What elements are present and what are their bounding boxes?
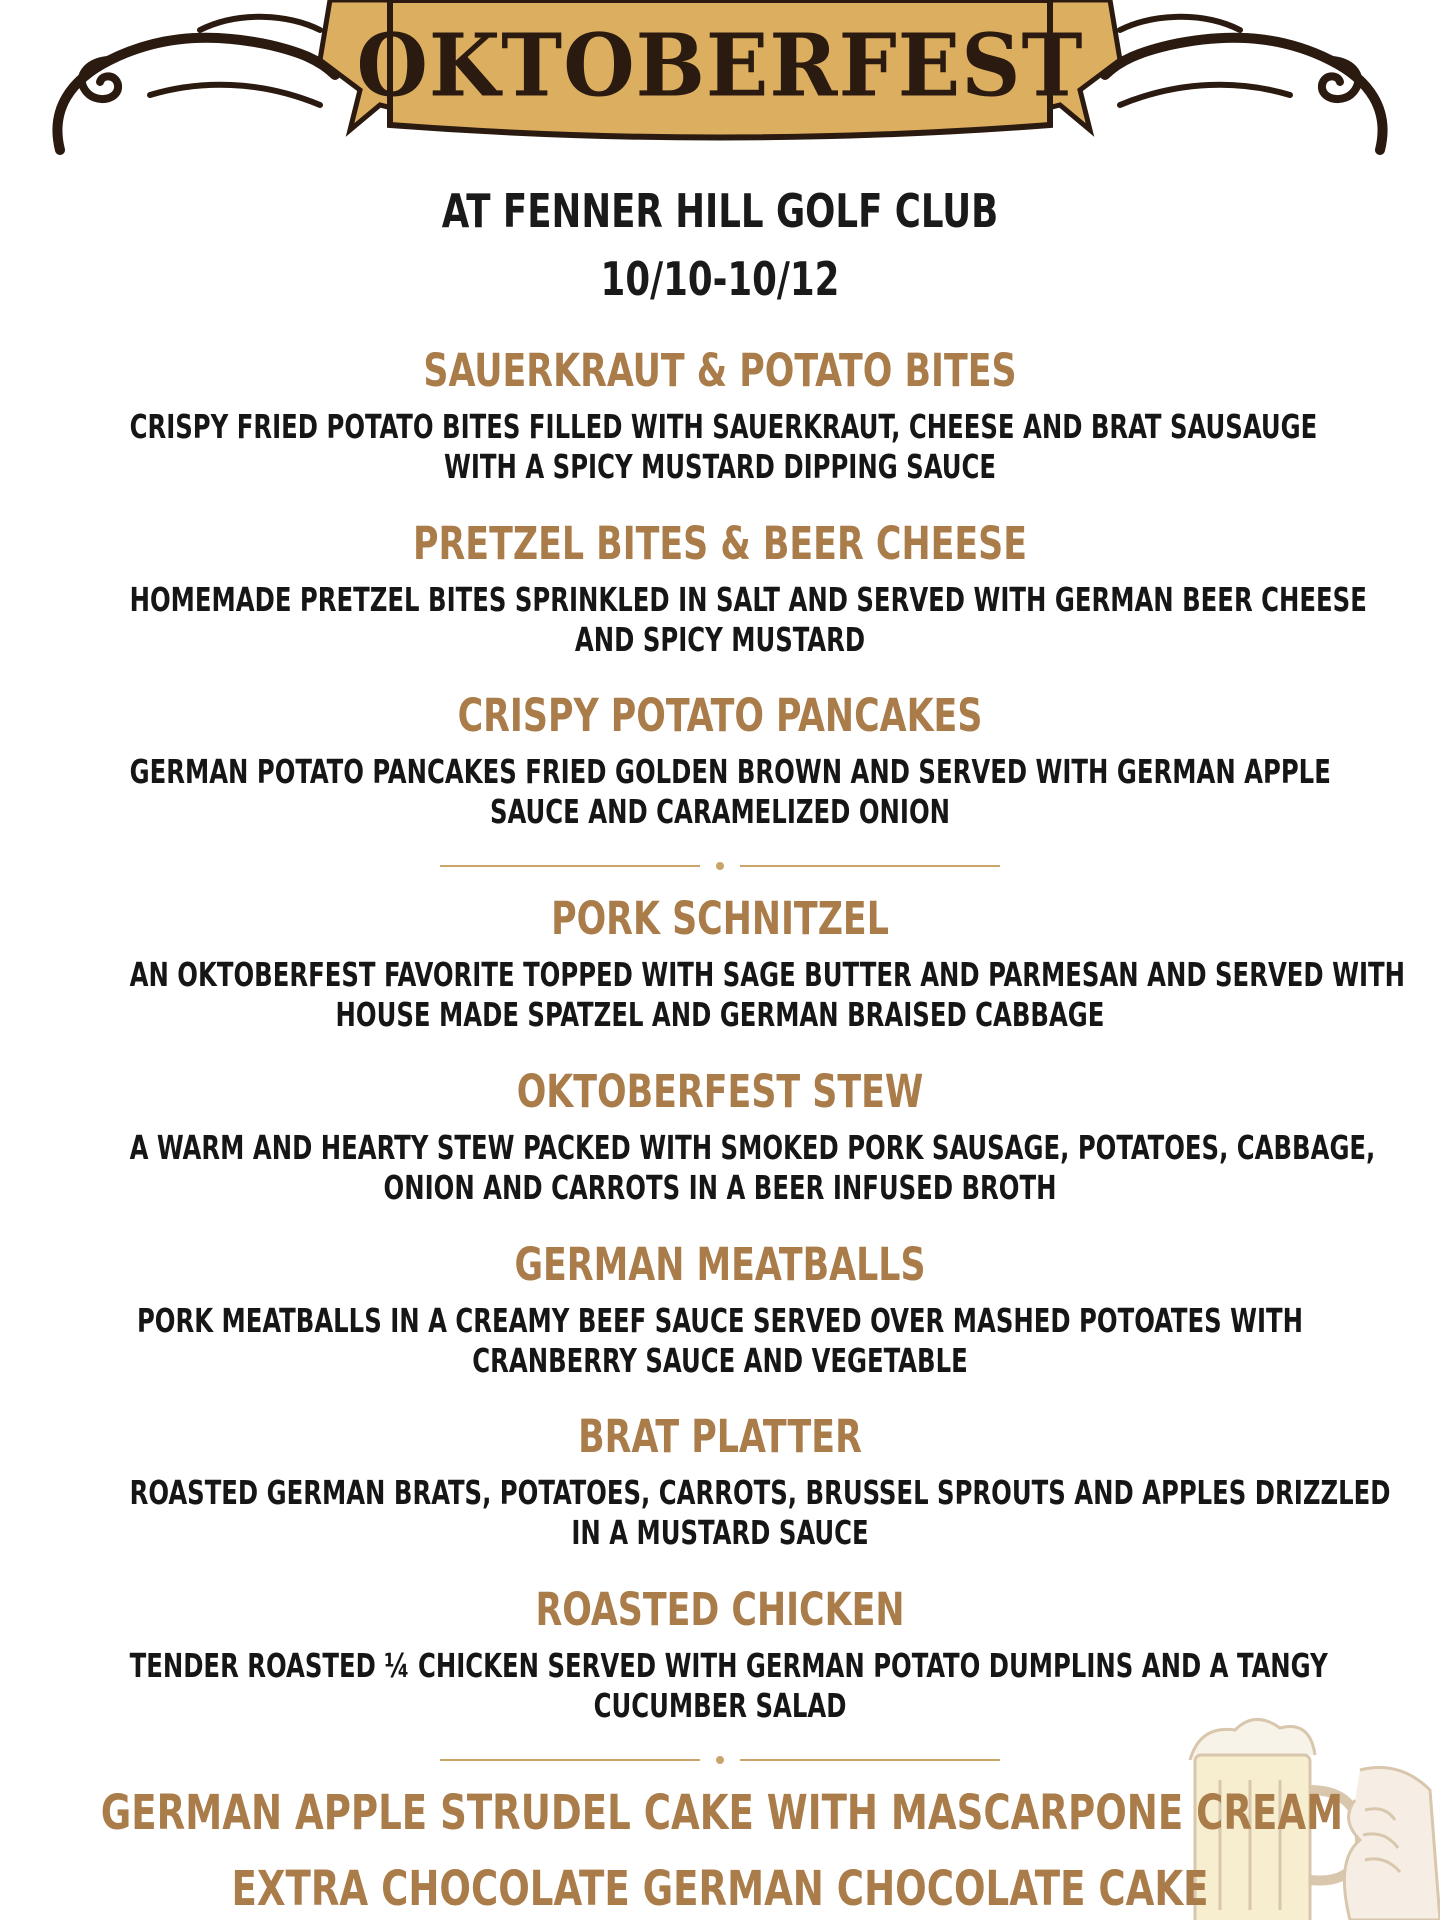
item-title: PORK SCHNITZEL (551, 892, 889, 945)
item-description (129, 1646, 1328, 1726)
item-desc-line: PORK MEATBALLS IN A CREAMY BEEF SAUCE SERVED OVER MASHED POTOATES WITH (136, 1301, 1304, 1340)
item-desc-line: TENDER ROASTED ¼ CHICKEN SERVED WITH GERMAN POTATO DUMPLINS AND A TANGY (129, 1646, 1328, 1685)
item-desc-line: SAUCE AND CARAMELIZED ONION (489, 792, 951, 831)
dessert-line: EXTRA CHOCOLATE GERMAN CHOCOLATE CAKE (231, 1861, 1209, 1917)
item-desc-line: HOUSE MADE SPATZEL AND GERMAN BRAISED CABBAGE (335, 995, 1105, 1034)
menu-item (0, 518, 1440, 660)
banner-title: OKTOBERFEST (356, 15, 1084, 117)
item-desc-line: WITH A SPICY MUSTARD DIPPING SAUCE (443, 447, 996, 486)
item-title: ROASTED CHICKEN (535, 1583, 905, 1636)
item-description (129, 752, 1331, 832)
item-description (129, 1473, 1391, 1553)
menu-item (0, 1411, 1440, 1553)
item-desc-line: HOMEMADE PRETZEL BITES SPRINKLED IN SALT AND SERVED WITH GERMAN BEER CHEESE (129, 580, 1367, 619)
item-description (129, 407, 1318, 487)
item-desc-line: ROASTED GERMAN BRATS, POTATOES, CARROTS, BRUSSEL SPROUTS AND APPLES DRIZZLED (129, 1473, 1391, 1512)
item-description (129, 580, 1367, 660)
item-desc-line: ONION AND CARROTS IN A BEER INFUSED BROTH (383, 1168, 1057, 1207)
item-title: SAUERKRAUT & POTATO BITES (423, 344, 1017, 397)
item-desc-line: CRANBERRY SAUCE AND VEGETABLE (472, 1341, 968, 1380)
item-desc-line: AND SPICY MUSTARD (574, 620, 866, 659)
item-desc-line: CRISPY FRIED POTATO BITES FILLED WITH SAUERKRAUT, CHEESE AND BRAT SAUSAUGE (129, 407, 1318, 446)
item-description (130, 1301, 1311, 1381)
divider-ornament (440, 1755, 1000, 1765)
item-title: OKTOBERFEST STEW (516, 1065, 924, 1118)
item-title: BRAT PLATTER (578, 1410, 862, 1463)
date-line: 10/10-10/12 (600, 252, 840, 306)
item-title: CRISPY POTATO PANCAKES (457, 689, 983, 742)
item-desc-line: AN OKTOBERFEST FAVORITE TOPPED WITH SAGE BUTTER AND PARMESAN AND SERVED WITH (129, 955, 1406, 994)
item-title: PRETZEL BITES & BEER CHEESE (412, 517, 1028, 570)
divider-ornament (440, 861, 1000, 871)
menu-item (0, 345, 1440, 487)
item-description (129, 1128, 1376, 1208)
item-description (129, 955, 1406, 1035)
item-desc-line: A WARM AND HEARTY STEW PACKED WITH SMOKED PORK SAUSAGE, POTATOES, CABBAGE, (129, 1128, 1376, 1167)
item-desc-line: CUCUMBER SALAD (593, 1686, 847, 1725)
dessert-line: GERMAN APPLE STRUDEL CAKE WITH MASCARPONE CREAM (100, 1785, 1344, 1841)
menu-item (0, 690, 1440, 832)
item-title: GERMAN MEATBALLS (514, 1238, 926, 1291)
menu-item (0, 1066, 1440, 1208)
item-desc-line: GERMAN POTATO PANCAKES FRIED GOLDEN BROWN AND SERVED WITH GERMAN APPLE (129, 752, 1331, 791)
menu-item (0, 893, 1440, 1035)
menu-item (0, 1239, 1440, 1381)
location-line: AT FENNER HILL GOLF CLUB (441, 184, 999, 238)
item-desc-line: IN A MUSTARD SAUCE (571, 1513, 869, 1552)
